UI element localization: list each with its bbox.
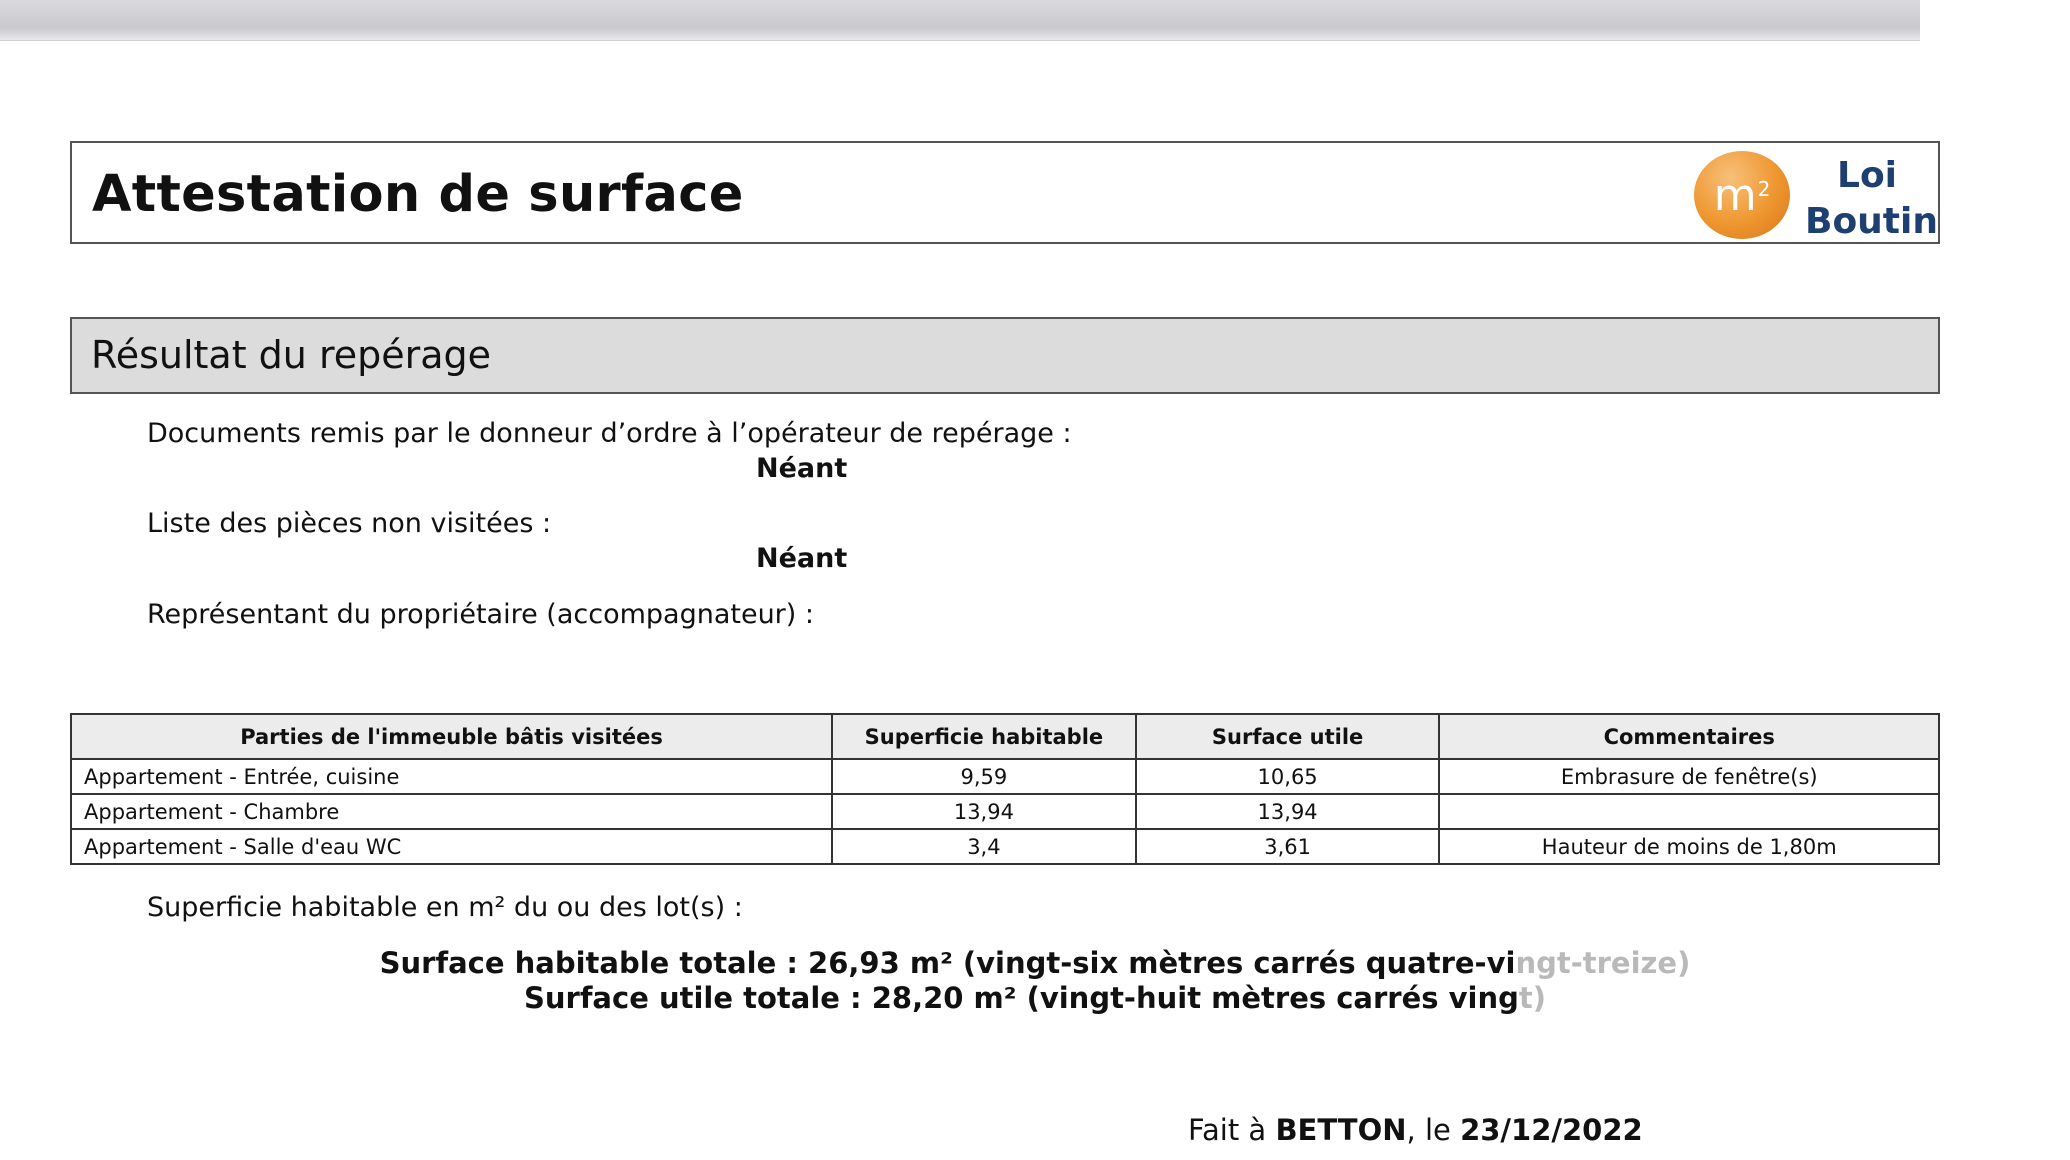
logo-text-line2: Boutin [1805, 201, 1938, 242]
col-header-comments: Commentaires [1439, 714, 1939, 759]
cell-habitable: 9,59 [832, 759, 1136, 794]
documents-label: Documents remis par le donneur d’ordre à l’opérateur de repérage : [147, 418, 1072, 449]
table-header-row [71, 714, 1939, 759]
cell-comment: Embrasure de fenêtre(s) [1439, 759, 1939, 794]
cell-utile: 13,94 [1136, 794, 1440, 829]
signature-prefix: Fait à [1188, 1113, 1276, 1147]
signature-line [1188, 1113, 1643, 1147]
signature-place: BETTON [1275, 1113, 1407, 1147]
col-header-habitable: Superficie habitable [832, 714, 1136, 759]
table-row [71, 794, 1939, 829]
col-header-parts: Parties de l'immeuble bâtis visitées [71, 714, 832, 759]
cell-utile: 3,61 [1136, 829, 1440, 864]
table-row [71, 829, 1939, 864]
loi-boutin-logo [1694, 151, 1994, 241]
cell-part: Appartement - Salle d'eau WC [71, 829, 832, 864]
cell-part: Appartement - Chambre [71, 794, 832, 829]
habitable-total [0, 946, 2070, 980]
habitable-total-text: Surface habitable totale : 26,93 m² (vingt-six mètres carrés quatre-vi [379, 946, 1516, 980]
section-header [70, 317, 1940, 394]
cell-part: Appartement - Entrée, cuisine [71, 759, 832, 794]
documents-value: Néant [756, 453, 848, 484]
viewer-top-strip [0, 0, 1920, 41]
table-row [71, 759, 1939, 794]
cell-comment [1439, 794, 1939, 829]
cell-habitable: 3,4 [832, 829, 1136, 864]
utile-total-faded-text: t) [1518, 981, 1547, 1015]
title-box [70, 141, 1940, 244]
non-visited-value: Néant [756, 543, 848, 574]
document-title: Attestation de surface [92, 165, 744, 224]
utile-total-text: Surface utile totale : 28,20 m² (vingt-huit mètres carrés ving [523, 981, 1519, 1015]
representative-label: Représentant du propriétaire (accompagnateur) : [147, 599, 814, 630]
m2-logo-icon: m $^2$ [1694, 151, 1790, 239]
cell-utile: 10,65 [1136, 759, 1440, 794]
cell-comment: Hauteur de moins de 1,80m [1439, 829, 1939, 864]
logo-text-line1: Loi [1837, 155, 1898, 196]
surface-table [70, 713, 1940, 865]
utile-total [0, 981, 2070, 1015]
col-header-utile: Surface utile [1136, 714, 1440, 759]
signature-middle: , le [1406, 1113, 1461, 1147]
section-title: Résultat du repérage [91, 333, 492, 377]
non-visited-label: Liste des pièces non visitées : [147, 508, 552, 539]
habitable-total-faded-text: ngt-treize) [1515, 946, 1691, 980]
cell-habitable: 13,94 [832, 794, 1136, 829]
logo-text [1805, 153, 1938, 245]
signature-date: 23/12/2022 [1460, 1113, 1643, 1147]
summary-label: Superficie habitable en m² du ou des lot(s) : [147, 892, 743, 923]
